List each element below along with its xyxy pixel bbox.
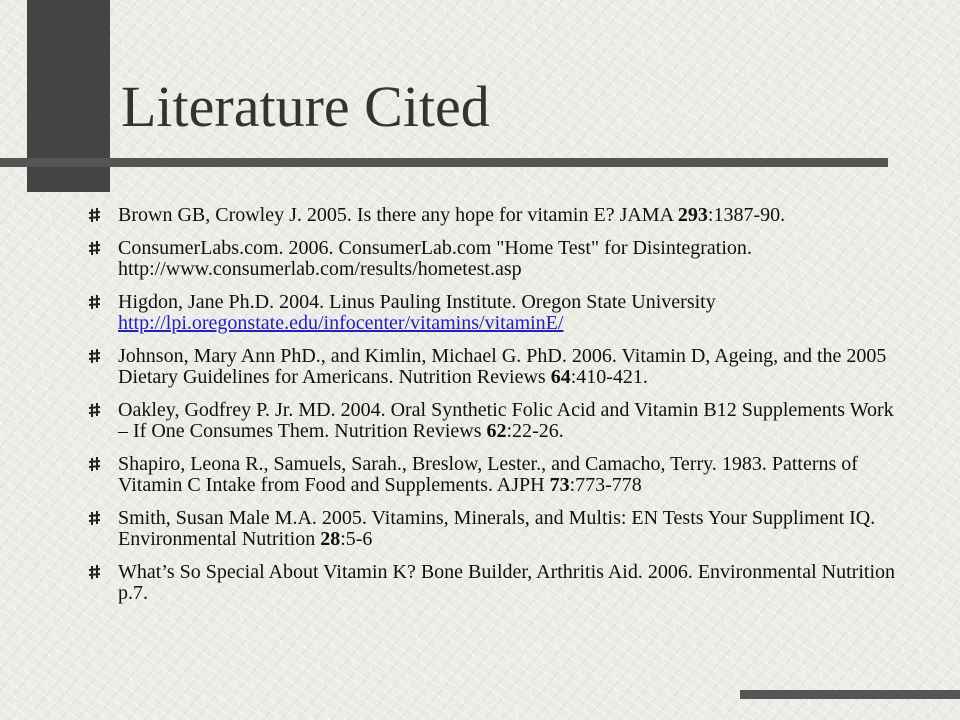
- hash-bullet-icon: [88, 294, 101, 310]
- reference-pages: :410-421.: [570, 366, 648, 388]
- reference-text: Higdon, Jane Ph.D. 2004. Linus Pauling Institute. Oregon State University: [118, 291, 716, 313]
- decorative-bottom-bar: [740, 690, 960, 699]
- reference-item: [88, 562, 898, 604]
- reference-item: [88, 205, 898, 226]
- title-underline-rule: [0, 158, 888, 167]
- reference-text: Brown GB, Crowley J. 2005. Is there any hope for vitamin E? JAMA: [118, 204, 678, 226]
- reference-text: Smith, Susan Male M.A. 2005. Vitamins, Minerals, and Multis: EN Tests Your Suppliment IQ. Environmental Nutrition: [118, 507, 876, 550]
- reference-pages: :22-26.: [506, 420, 564, 442]
- reference-item: [88, 454, 898, 496]
- reference-text: Shapiro, Leona R., Samuels, Sarah., Breslow, Lester., and Camacho, Terry. 1983. Patterns of Vitamin C Intake from Food and Supplements. AJPH: [118, 453, 858, 496]
- hash-bullet-icon: [88, 456, 101, 472]
- reference-text: What’s So Special About Vitamin K? Bone Builder, Arthritis Aid. 2006. Environmental Nutrition p.7.: [118, 561, 896, 604]
- hash-bullet-icon: [88, 510, 101, 526]
- reference-volume: 73: [549, 474, 570, 496]
- hash-bullet-icon: [88, 207, 101, 223]
- hash-bullet-icon: [88, 348, 101, 364]
- page-title: Literature Cited: [121, 74, 490, 139]
- hash-bullet-icon: [88, 564, 101, 580]
- reference-item: [88, 400, 898, 442]
- reference-volume: 28: [320, 528, 341, 550]
- hash-bullet-icon: [88, 402, 101, 418]
- reference-list: [88, 205, 898, 616]
- reference-item: [88, 292, 898, 334]
- reference-text: ConsumerLabs.com. 2006. ConsumerLab.com "Home Test" for Disintegration. http://www.consumerlab.com/results/hometest.asp: [118, 237, 752, 280]
- reference-link[interactable]: http://lpi.oregonstate.edu/infocenter/vitamins/vitaminE/: [118, 312, 564, 334]
- reference-item: [88, 346, 898, 388]
- reference-volume: 64: [550, 366, 571, 388]
- reference-text: Johnson, Mary Ann PhD., and Kimlin, Michael G. PhD. 2006. Vitamin D, Ageing, and the 2005 Dietary Guidelines for Americans. Nutrition Reviews: [118, 345, 887, 388]
- reference-text: Oakley, Godfrey P. Jr. MD. 2004. Oral Synthetic Folic Acid and Vitamin B12 Supplements Work – If One Consumes Them. Nutrition Reviews: [118, 399, 894, 442]
- reference-item: [88, 508, 898, 550]
- hash-bullet-icon: [88, 240, 101, 256]
- reference-pages: :5-6: [340, 528, 373, 550]
- reference-volume: 62: [486, 420, 507, 442]
- reference-volume: 293: [677, 204, 708, 226]
- reference-item: [88, 238, 898, 280]
- reference-pages: :1387-90.: [707, 204, 786, 226]
- reference-pages: :773-778: [569, 474, 642, 496]
